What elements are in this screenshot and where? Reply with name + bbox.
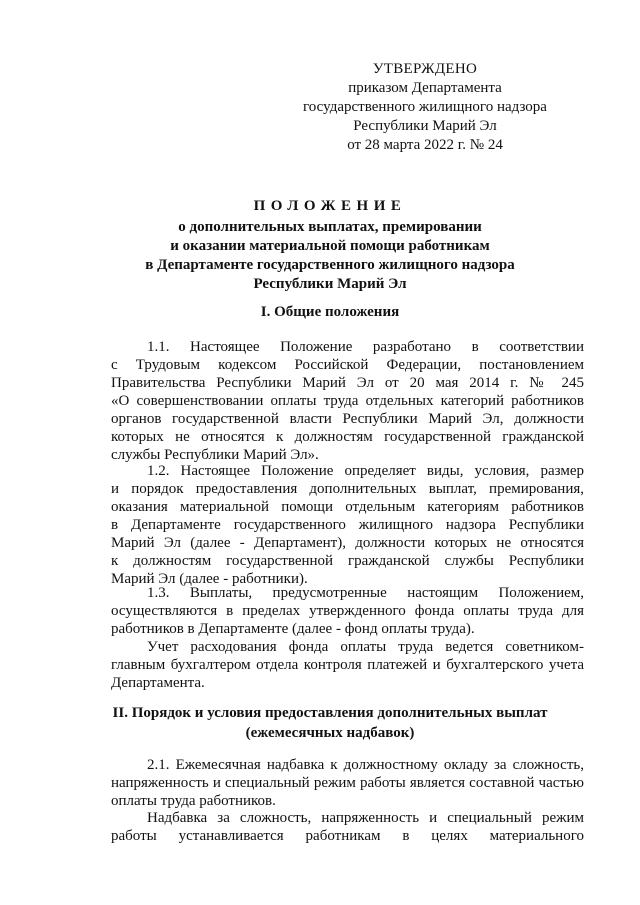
text-line: осуществляются в пределах утвержденного фонда оплаты труда для [111, 603, 584, 619]
text-line: 1.1. Настоящее Положение разработано в соответствии [147, 339, 584, 355]
text-line: Учет расходования фонда оплаты труда ведется советником- [147, 639, 584, 655]
paragraph-2-1-allowance [111, 809, 584, 845]
document-title-main: ПОЛОЖЕНИЕ [253, 198, 407, 214]
text-line: Марий Эл (далее - Департамент), должности которых не относятся [111, 535, 584, 551]
document-title-line: в Департаменте государственного жилищного надзора [145, 257, 515, 273]
text-line: 1.3. Выплаты, предусмотренные настоящим Положением, [147, 585, 584, 601]
approval-stamp [300, 60, 550, 155]
text-line: Марий Эл (далее - работники). [111, 571, 308, 587]
text-line: и порядок предоставления дополнительных выплат, премирования, [111, 481, 584, 497]
text-line: с Трудовым кодексом Российской Федерации, постановлением [111, 357, 584, 373]
approval-title: УТВЕРЖДЕНО [372, 61, 478, 77]
approval-line: приказом Департамента [348, 80, 502, 96]
document-title-line: о дополнительных выплатах, премировании [178, 219, 482, 235]
text-line: 1.2. Настоящее Положение определяет виды, условия, размер [147, 463, 584, 479]
text-line: органов государственной власти Республики Марий Эл, должности [111, 411, 584, 427]
paragraph-1-1 [111, 338, 584, 464]
paragraph-1-2 [111, 462, 584, 588]
text-line: оплаты труда работников. [111, 793, 276, 809]
approval-date-line: от 28 марта 2022 г. № 24 [347, 137, 503, 153]
text-line: «О совершенствовании оплаты труда отдельных категорий работников [111, 393, 584, 409]
text-line: Надбавка за сложность, напряженность и специальный режим [147, 810, 584, 826]
document-title [80, 198, 580, 294]
document-title-line: Республики Марий Эл [253, 276, 407, 292]
text-line: Департамента. [111, 675, 205, 691]
text-line: Правительства Республики Марий Эл от 20 мая 2014 г. № 245 [111, 375, 584, 391]
text-line: напряженность и специальный режим работы является составной частью [111, 775, 584, 791]
document-title-line: и оказании материальной помощи работникам [170, 238, 490, 254]
text-line: службы Республики Марий Эл». [111, 447, 319, 463]
text-line: главным бухгалтером отдела контроля платежей и бухгалтерского учета [111, 657, 584, 673]
approval-line: Республики Марий Эл [353, 118, 497, 134]
section-2-heading [80, 703, 580, 743]
paragraph-1-3-accounting [111, 638, 584, 692]
text-line: к должностям государственной гражданской службы Республики [111, 553, 584, 569]
text-line: в Департаменте государственного жилищного надзора Республики [111, 517, 584, 533]
section-2-heading-line: (ежемесячных надбавок) [245, 725, 415, 741]
text-line: работы устанавливается работникам в целях материального [111, 828, 584, 844]
approval-line: государственного жилищного надзора [303, 99, 547, 115]
section-2-heading-line: II. Порядок и условия предоставления дополнительных выплат [112, 705, 548, 721]
text-line: которых не относятся к должностям государственной гражданской [111, 429, 584, 445]
text-line: 2.1. Ежемесячная надбавка к должностному окладу за сложность, [147, 757, 584, 773]
paragraph-2-1 [111, 756, 584, 810]
text-line: работников в Департаменте (далее - фонд оплаты труда). [111, 621, 475, 637]
text-line: оказания материальной помощи отдельным категориям работников [111, 499, 584, 515]
paragraph-1-3 [111, 584, 584, 638]
section-1-heading: I. Общие положения [260, 304, 400, 320]
